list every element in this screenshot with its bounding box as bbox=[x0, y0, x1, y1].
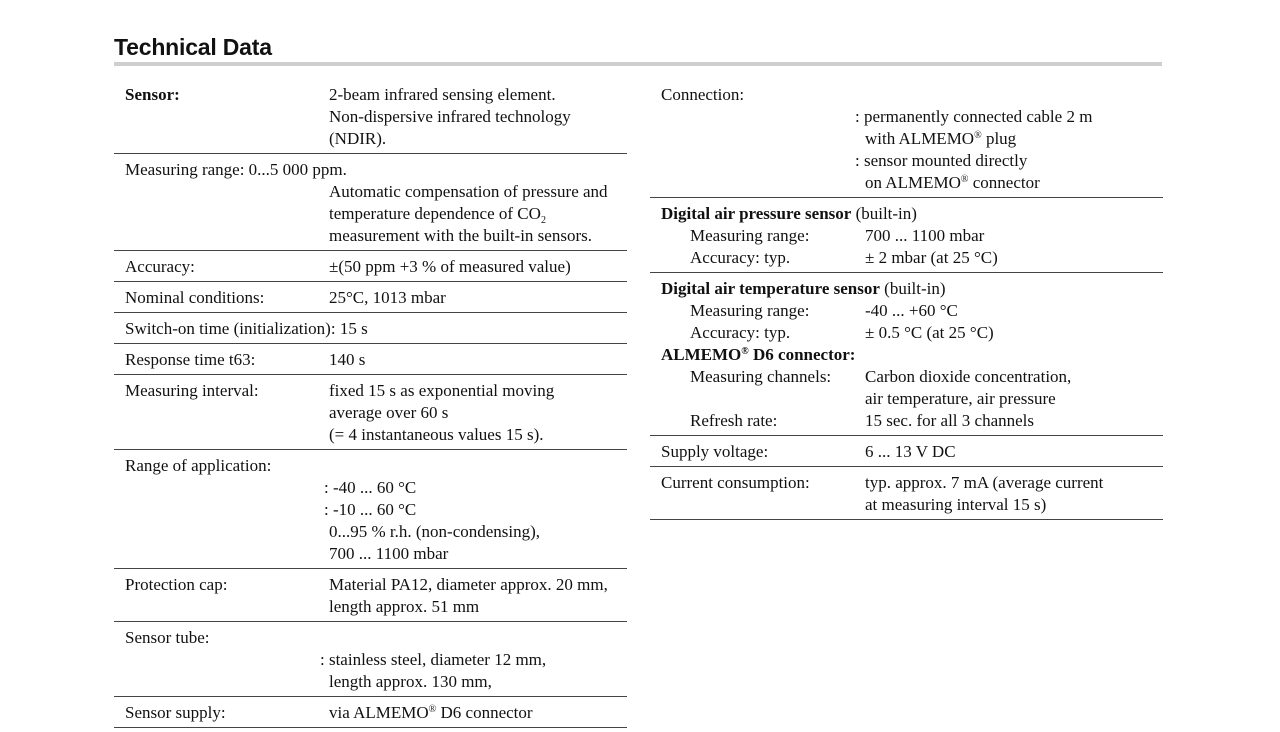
spec-label: Measuring channels: bbox=[690, 367, 832, 386]
spec-label: Refresh rate: bbox=[690, 411, 778, 430]
spec-value: air temperature, air pressure bbox=[865, 389, 1056, 408]
spec-value: 15 sec. for all 3 channels bbox=[865, 411, 1034, 430]
spec-label: Protection cap: bbox=[125, 575, 228, 594]
spec-row-sensor bbox=[114, 84, 627, 154]
spec-value: 0...95 % r.h. (non-condensing), bbox=[329, 522, 541, 541]
spec-value: : -10 ... 60 °C bbox=[324, 500, 417, 519]
title-divider bbox=[114, 62, 1162, 66]
spec-value: 700 ... 1100 mbar bbox=[329, 544, 449, 563]
spec-value: -40 ... +60 °C bbox=[865, 301, 958, 320]
spec-label: Connection: bbox=[661, 85, 745, 104]
spec-label: Switch-on time (initialization): 15 s bbox=[125, 319, 368, 338]
spec-value: ± 0.5 °C (at 25 °C) bbox=[865, 323, 994, 342]
spec-value: (= 4 instantaneous values 15 s). bbox=[329, 425, 544, 444]
spec-row-supply-voltage bbox=[650, 436, 1163, 467]
spec-row-pressure-sensor bbox=[650, 198, 1163, 273]
spec-row-measuring-range bbox=[114, 154, 627, 251]
spec-label: Measuring interval: bbox=[125, 381, 259, 400]
spec-label: Measuring range: bbox=[690, 301, 810, 320]
spec-label: Sensor: bbox=[125, 85, 180, 104]
spec-value: 6 ... 13 V DC bbox=[865, 442, 956, 461]
spec-value: 2-beam infrared sensing element. bbox=[329, 85, 556, 104]
spec-value: length approx. 130 mm, bbox=[329, 672, 492, 691]
spec-row-temperature-and-connector bbox=[650, 273, 1163, 436]
right-spec-table bbox=[650, 84, 1163, 520]
spec-value: ±(50 ppm +3 % of measured value) bbox=[329, 257, 571, 276]
co2-subscript: 2 bbox=[540, 215, 546, 226]
spec-value: measurement with the built-in sensors. bbox=[329, 226, 592, 245]
spec-value: via ALMEMO® D6 connector bbox=[329, 703, 533, 722]
section-title: ALMEMO® D6 connector: bbox=[661, 345, 856, 364]
spec-value: average over 60 s bbox=[329, 403, 449, 422]
spec-value: 140 s bbox=[329, 350, 366, 369]
section-title: Digital air temperature sensor (built-in) bbox=[661, 279, 946, 298]
spec-value: : -40 ... 60 °C bbox=[324, 478, 417, 497]
spec-label: Accuracy: bbox=[125, 257, 195, 276]
page-title: Technical Data bbox=[114, 34, 272, 60]
spec-row-protection-cap bbox=[114, 569, 627, 622]
spec-row-sensor-supply bbox=[114, 697, 627, 728]
spec-label: Supply voltage: bbox=[661, 442, 769, 461]
spec-row-sensor-tube bbox=[114, 622, 627, 697]
spec-label: Range of application: bbox=[125, 456, 272, 475]
spec-value: with ALMEMO® plug bbox=[865, 129, 1017, 148]
spec-row-range-of-application bbox=[114, 450, 627, 569]
spec-row-accuracy bbox=[114, 251, 627, 282]
spec-row-connection bbox=[650, 84, 1163, 198]
spec-label: Current consumption: bbox=[661, 473, 810, 492]
spec-label: Sensor tube: bbox=[125, 628, 210, 647]
spec-value: Non-dispersive infrared technology bbox=[329, 107, 571, 126]
spec-value: Automatic compensation of pressure and bbox=[329, 182, 608, 201]
spec-value: : stainless steel, diameter 12 mm, bbox=[320, 650, 547, 669]
spec-row-switch-on-time bbox=[114, 313, 627, 344]
spec-value: typ. approx. 7 mA (average current bbox=[865, 473, 1104, 492]
spec-label: Accuracy: typ. bbox=[690, 323, 791, 342]
spec-value: (NDIR). bbox=[329, 129, 387, 148]
spec-value: on ALMEMO® connector bbox=[865, 173, 1040, 192]
spec-value: Carbon dioxide concentration, bbox=[865, 367, 1072, 386]
spec-value: ± 2 mbar (at 25 °C) bbox=[865, 248, 998, 267]
spec-row-response-time bbox=[114, 344, 627, 375]
spec-value: Material PA12, diameter approx. 20 mm, bbox=[329, 575, 608, 594]
spec-row-nominal-conditions bbox=[114, 282, 627, 313]
spec-value: fixed 15 s as exponential moving bbox=[329, 381, 555, 400]
spec-value: 700 ... 1100 mbar bbox=[865, 226, 985, 245]
spec-label: Accuracy: typ. bbox=[690, 248, 791, 267]
spec-value: length approx. 51 mm bbox=[329, 597, 480, 616]
section-title: Digital air pressure sensor (built-in) bbox=[661, 204, 917, 223]
spec-value: temperature dependence of $CO_2$ bbox=[329, 204, 546, 226]
spec-value: : permanently connected cable 2 m bbox=[855, 107, 1093, 126]
left-spec-table bbox=[114, 84, 627, 728]
spec-value: at measuring interval 15 s) bbox=[865, 495, 1047, 514]
spec-value: : sensor mounted directly bbox=[855, 151, 1028, 170]
spec-label: Measuring range: 0...5 000 ppm. bbox=[125, 160, 347, 179]
spec-value: 25°C, 1013 mbar bbox=[329, 288, 446, 307]
spec-label: Response time t63: bbox=[125, 350, 256, 369]
spec-label: Measuring range: bbox=[690, 226, 810, 245]
spec-label: Sensor supply: bbox=[125, 703, 226, 722]
spec-row-current-consumption bbox=[650, 467, 1163, 520]
spec-row-measuring-interval bbox=[114, 375, 627, 450]
spec-label: Nominal conditions: bbox=[125, 288, 265, 307]
